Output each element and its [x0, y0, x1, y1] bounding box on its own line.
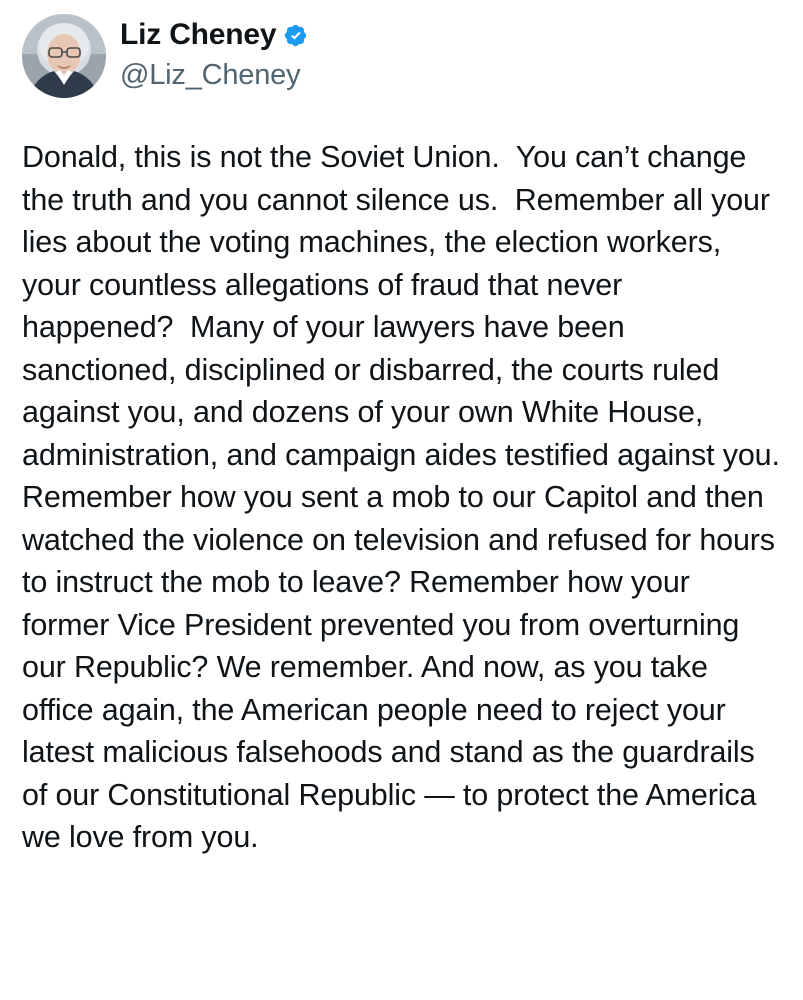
avatar[interactable]: [22, 14, 106, 98]
author-name-row: [120, 20, 308, 50]
author-identity: [120, 14, 308, 92]
author-display-name[interactable]: Liz Cheney: [120, 18, 277, 51]
author-handle[interactable]: @Liz_Cheney: [120, 59, 301, 91]
verified-badge-icon: [283, 23, 308, 48]
tweet-header: [22, 14, 781, 110]
tweet-text: Donald, this is not the Soviet Union. You can’t change the truth and you cannot silence us. Remember all your lies about the voting machines, the election workers, your countless allegations of fraud that never happened? Many of your lawyers have been sanctioned, disciplined or disbarred, the courts ruled against you, and dozens of your own White House, administration, and campaign aides testified against you. Remember how you sent a mob to our Capitol and then watched the violence on television and refused for hours to instruct the mob to leave? Remember how your former Vice President prevented you from overturning our Republic? We remember. And now, as you take office again, the American people need to reject your latest malicious falsehoods and stand as the guardrails of our Constitutional Republic — to protect the America we love from you.: [22, 140, 797, 854]
